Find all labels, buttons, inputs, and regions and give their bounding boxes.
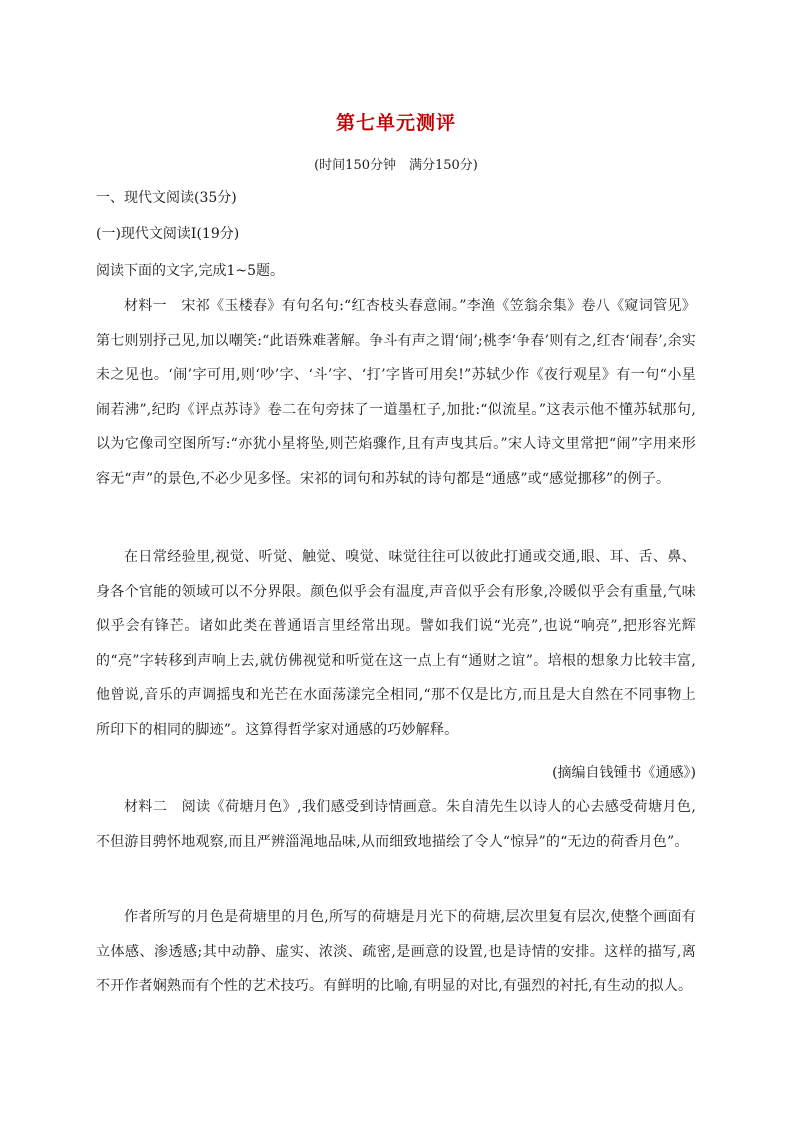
source-citation: (摘编自钱锺书《通感》) xyxy=(552,765,696,781)
page-title: 第七单元测评 xyxy=(335,112,456,134)
paragraph-material-one: 材料一 宋祁《玉楼春》有句名句:“红杏枝头春意闹。”李渔《笠翁余集》卷八《窥词管见》第七则别抒己见,加以嘲笑:“此语殊难著解。争斗有声之谓‘闹’;桃李‘争春’则有之,红杏‘闹春’,余实未之见也。‘闹’字可用,则‘吵’字、‘斗’字、‘打’字皆可用矣!”苏轼少作《夜行观星》有一句“小星闹若沸”,纪昀《评点苏诗》卷二在句旁抹了一道墨杠子,加批:“似流星。”这表示他不懂苏轼那句,以为它像司空图所写:“亦犹小星将坠,则芒焰骤作,且有声曳其后。”宋人诗文里常把“闹”字用来形容无“声”的景色,不必少见多怪。宋祁的词句和苏轼的诗句都是“通感”或“感觉挪移”的例子。 xyxy=(96,298,696,487)
paragraph-synesthesia: 在日常经验里,视觉、听觉、触觉、嗅觉、味觉往往可以彼此打通或交通,眼、耳、舌、鼻、身各个官能的领域可以不分界限。颜色似乎会有温度,声音似乎会有形象,冷暖似乎会有重量,气味似乎会有锋芒。诸如此类在普通语言里经常出现。譬如我们说“光亮”,也说“响亮”,把形容光辉的“亮”字转移到声响上去,就仿佛视觉和听觉在这一点上有“通财之谊”。培根的想象力比较丰富,他曾说,音乐的声调摇曳和光芒在水面荡漾完全相同,“那不仅是比方,而且是大自然在不同事物上所印下的相同的脚迹”。这算得哲学家对通感的巧妙解释。 xyxy=(96,549,696,738)
subsection-heading: (一)现代文阅读Ⅰ(19分) xyxy=(96,226,240,242)
paragraph-moonlight: 作者所写的月色是荷塘里的月色,所写的荷塘是月光下的荷塘,层次里复有层次,使整个画面有立体感、渗透感;其中动静、虚实、浓淡、疏密,是画意的设置,也是诗情的安排。这样的描写,离不开作者娴熟而有个性的艺术技巧。有鲜明的比喻,有明显的对比,有强烈的衬托,有生动的拟人。 xyxy=(96,909,696,994)
section-heading: 一、现代文阅读(35分) xyxy=(96,190,237,206)
instruction-text: 阅读下面的文字,完成1~5题。 xyxy=(96,263,284,279)
paragraph-material-two: 材料二 阅读《荷塘月色》,我们感受到诗情画意。朱自清先生以诗人的心去感受荷塘月色,不但游目骋怀地观察,而且严辨淄渑地品味,从而细致地描绘了令人“惊异”的“无边的荷香月色”。 xyxy=(96,799,696,850)
exam-info: (时间150分钟 满分150分) xyxy=(314,158,478,173)
